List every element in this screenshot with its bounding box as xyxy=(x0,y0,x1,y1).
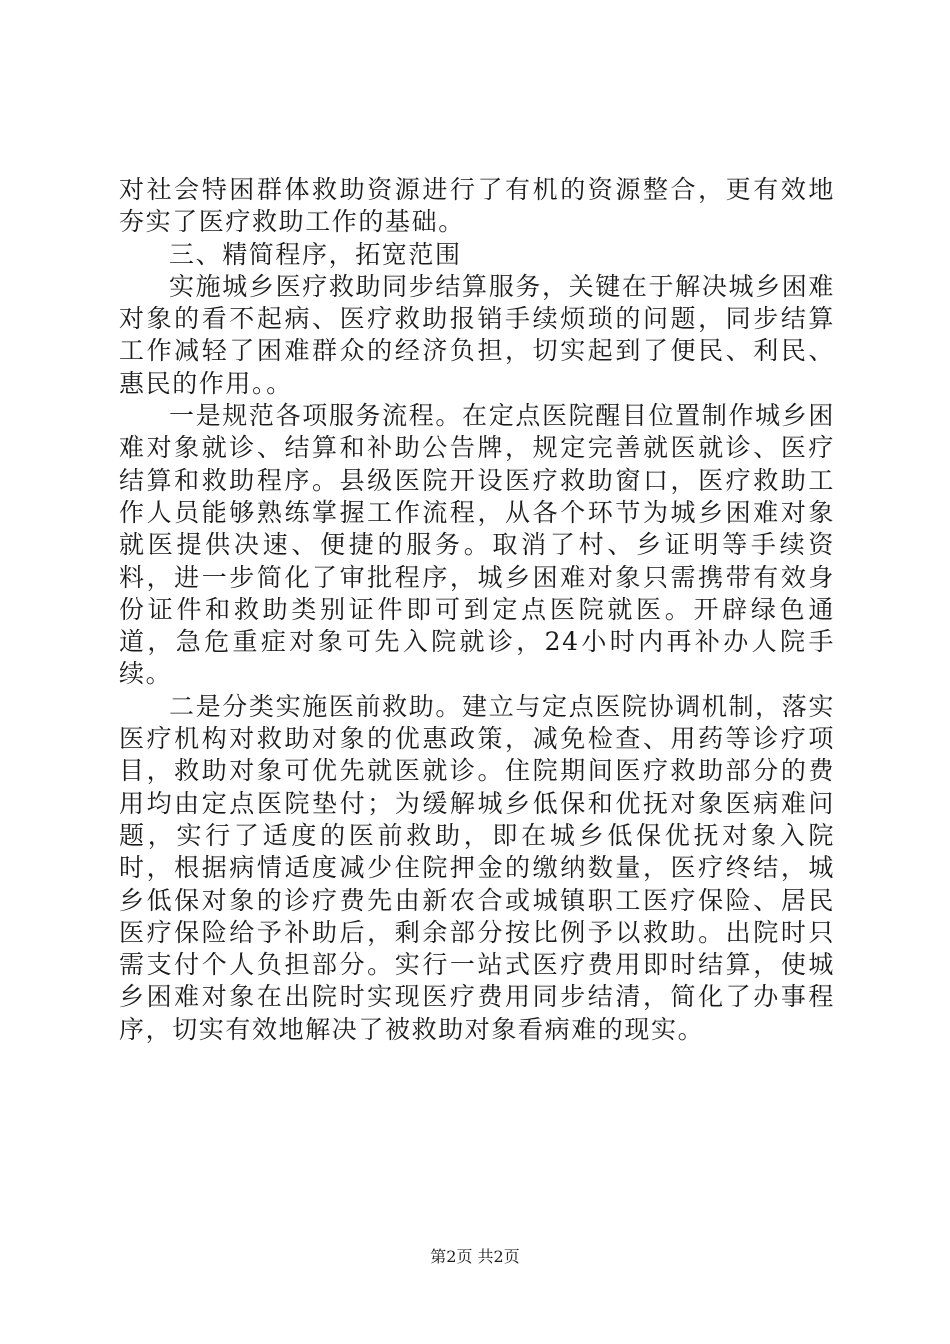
document-body xyxy=(119,174,835,1046)
page-footer: 第2页 共2页 xyxy=(430,1247,520,1266)
paragraph: 一是规范各项服务流程。在定点医院醒目位置制作城乡困难对象就诊、结算和补助公告牌，规定完善就医就诊、医疗结算和救助程序。县级医院开设医疗救助窗口，医疗救助工作人员能够熟练掌握工作流程，从各个环节为城乡困难对象就医提供决速、便捷的服务。取消了村、乡证明等手续资料，进一步简化了审批程序，城乡困难对象只需携带有效身份证件和救助类别证件即可到定点医院就医。开辟绿色通道，急危重症对象可先入院就诊，24小时内再补办人院手续。 xyxy=(119,401,835,689)
paragraph: 二是分类实施医前救助。建立与定点医院协调机制，落实医疗机构对救助对象的优惠政策，减免检查、用药等诊疗项目，救助对象可优先就医就诊。住院期间医疗救助部分的费用均由定点医院垫付；为缓解城乡低保和优抚对象医病难问题，实行了适度的医前救助，即在城乡低保优抚对象入院时，根据病情适度减少住院押金的缴纳数量，医疗终结，城乡低保对象的诊疗费先由新农合或城镇职工医疗保险、居民医疗保险给予补助后，剩余部分按比例予以救助。出院时只需支付个人负担部分。实行一站式医疗费用即时结算，使城乡困难对象在出院时实现医疗费用同步结清，简化了办事程序，切实有效地解决了被救助对象看病难的现实。 xyxy=(119,691,835,1044)
section-heading: 三、精简程序，拓宽范围 xyxy=(169,239,462,269)
paragraph: 对社会特困群体救助资源进行了有机的资源整合，更有效地夯实了医疗救助工作的基础。 xyxy=(119,175,835,237)
paragraph: 实施城乡医疗救助同步结算服务，关键在于解决城乡困难对象的看不起病、医疗救助报销手续烦琐的问题，同步结算工作减轻了困难群众的经济负担，切实起到了便民、利民、惠民的作用。。 xyxy=(119,271,835,398)
